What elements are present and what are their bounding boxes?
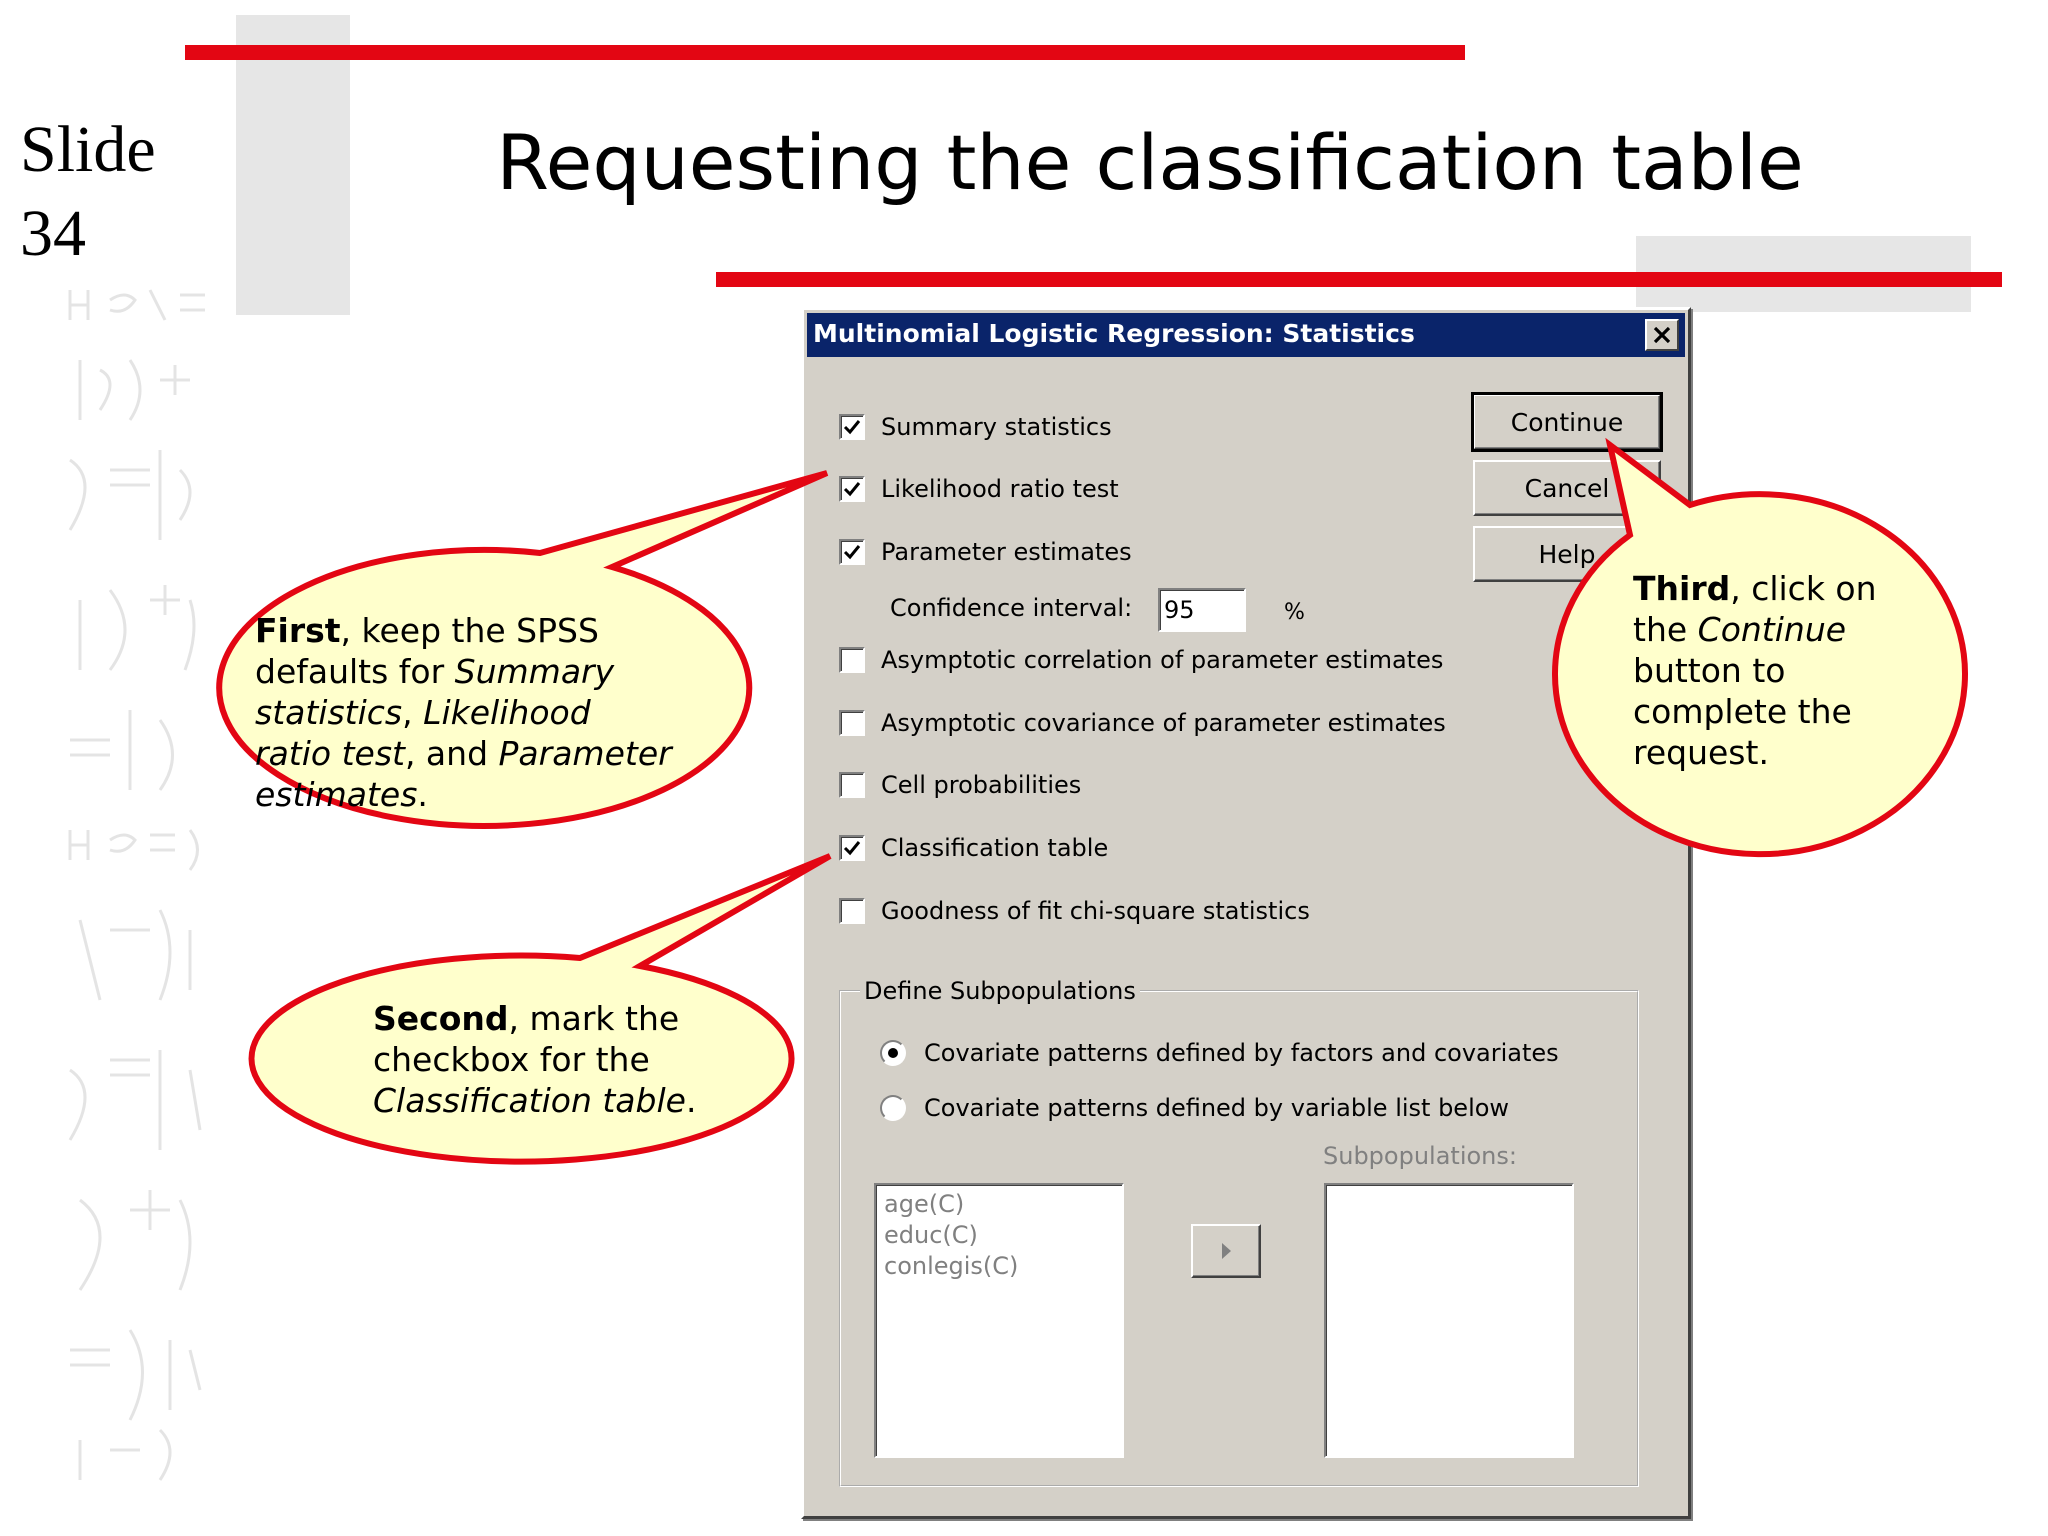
list-item[interactable]: age(C) xyxy=(884,1190,965,1218)
list-item[interactable]: educ(C) xyxy=(884,1221,978,1249)
confidence-interval-unit: % xyxy=(1284,600,1305,625)
classification-table-label: Classification table xyxy=(881,834,1109,862)
callout-second-text: Second, mark the checkbox for the Classification table. xyxy=(373,999,697,1120)
cell-probabilities-label: Cell probabilities xyxy=(881,771,1082,799)
goodness-of-fit-label: Goodness of fit chi-square statistics xyxy=(881,897,1310,925)
asymptotic-covariance-label: Asymptotic covariance of parameter estimates xyxy=(881,709,1446,737)
help-button[interactable]: Help xyxy=(1473,526,1661,582)
slide-title: Requesting the classification table xyxy=(496,118,1804,207)
likelihood-ratio-label: Likelihood ratio test xyxy=(881,475,1119,503)
cancel-button[interactable]: Cancel xyxy=(1473,460,1661,516)
callout-first-text: First, keep the SPSS defaults for Summary statistics, Likelihood ratio test, and Parameter estimates. xyxy=(255,611,672,814)
subpopulations-label: Subpopulations: xyxy=(1323,1142,1517,1170)
dialog-title: Multinomial Logistic Regression: Statistics xyxy=(813,319,1415,348)
factors-covariates-label: Covariate patterns defined by factors and covariates xyxy=(924,1039,1559,1067)
define-subpopulations-legend: Define Subpopulations xyxy=(860,977,1140,1005)
asymptotic-correlation-label: Asymptotic correlation of parameter estimates xyxy=(881,646,1444,674)
confidence-interval-input[interactable]: 95 xyxy=(1158,588,1246,632)
confidence-interval-label: Confidence interval: xyxy=(890,594,1133,622)
variable-list-label: Covariate patterns defined by variable list below xyxy=(924,1094,1510,1122)
slide-number-value: 34 xyxy=(20,197,86,270)
continue-button[interactable]: Continue xyxy=(1473,394,1661,450)
parameter-estimates-label: Parameter estimates xyxy=(881,538,1132,566)
slide-number-label: Slide xyxy=(20,113,156,186)
summary-statistics-label: Summary statistics xyxy=(881,413,1112,441)
callout-third-text: Third, click on the Continue button to complete the request. xyxy=(1633,569,1877,772)
list-item[interactable]: conlegis(C) xyxy=(884,1252,1019,1280)
